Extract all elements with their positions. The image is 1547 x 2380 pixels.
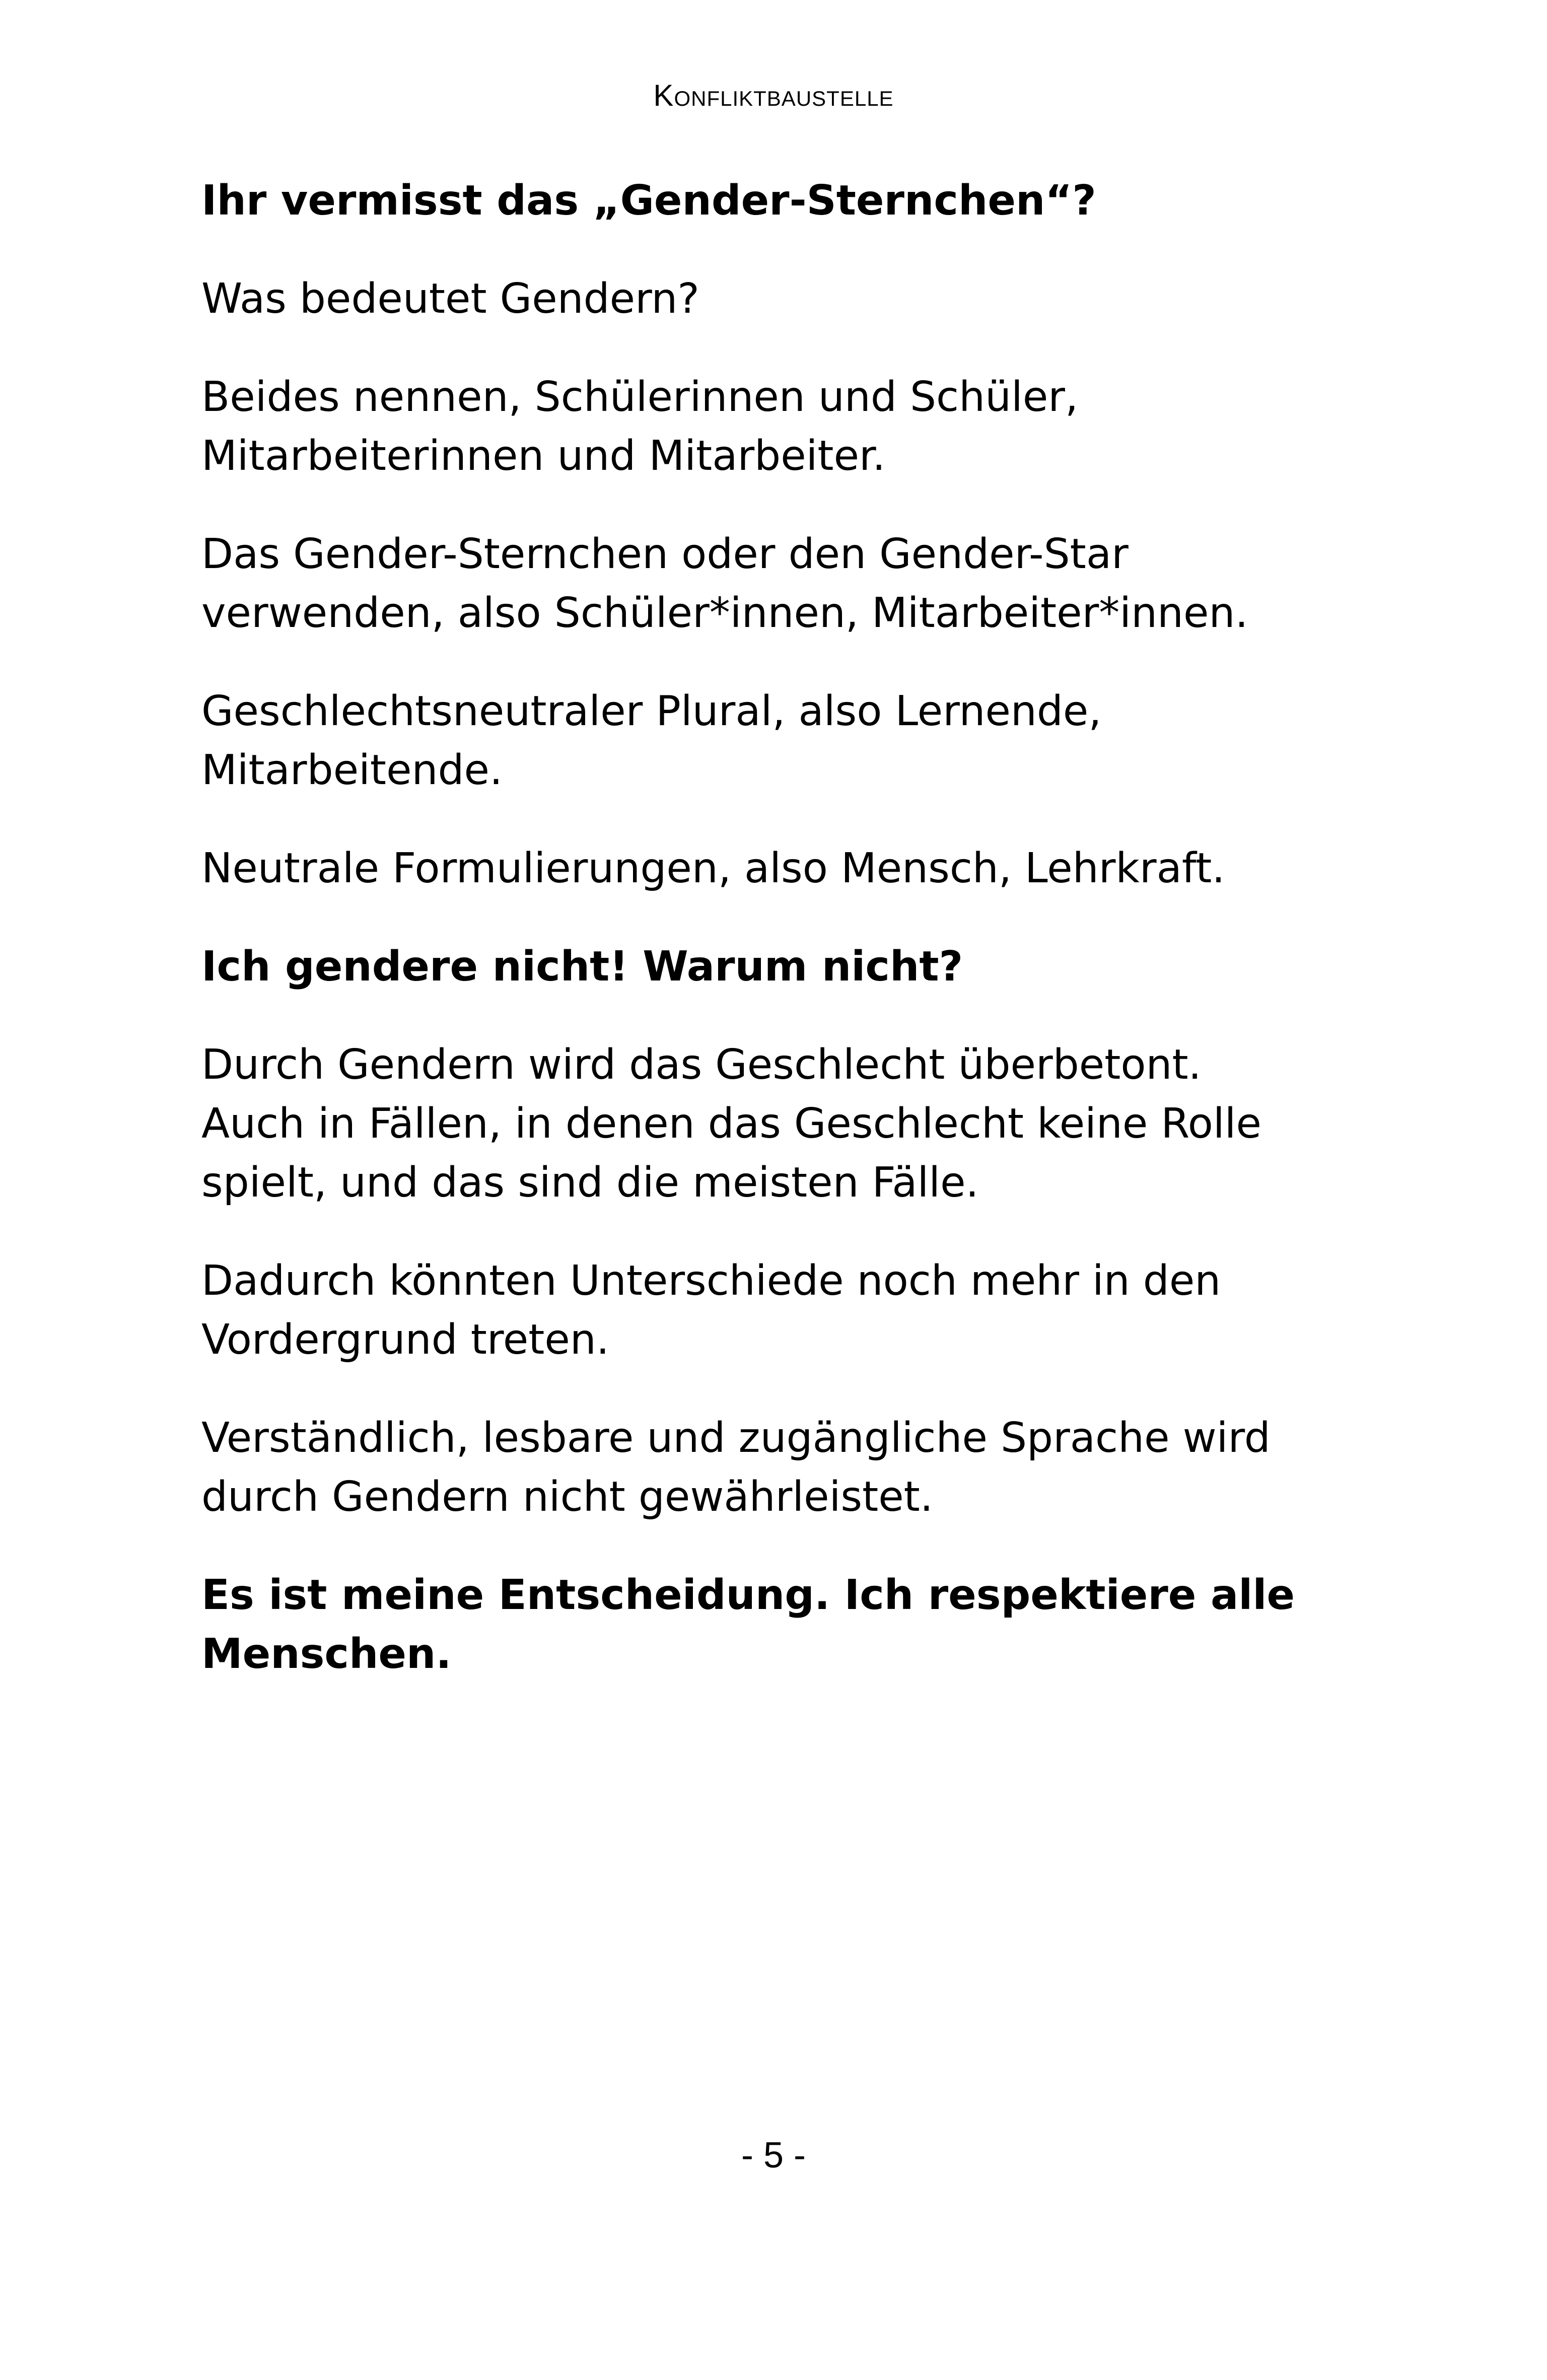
text-line: durch Gendern nicht gewährleistet.	[201, 1473, 933, 1521]
text-line: verwenden, also Schüler*innen, Mitarbeiter*innen.	[201, 589, 1248, 637]
text-line: Mitarbeitende.	[201, 746, 503, 794]
paragraph-overemphasis	[201, 1035, 1319, 1212]
page-content	[201, 171, 1319, 1723]
text-line: Mitarbeiterinnen und Mitarbeiter.	[201, 432, 886, 480]
page-number: - 5 -	[741, 2135, 806, 2176]
text-line: Beides nennen, Schülerinnen und Schüler,	[201, 373, 1079, 421]
text-line: Menschen.	[201, 1630, 452, 1678]
paragraph-name-both	[201, 368, 1319, 485]
text-line: Auch in Fällen, in denen das Geschlecht keine Rolle	[201, 1100, 1261, 1148]
text-line: Verständlich, lesbare und zugängliche Sprache wird	[201, 1414, 1271, 1462]
paragraph-neutral-wording: Neutrale Formulierungen, also Mensch, Lehrkraft.	[201, 845, 1225, 892]
heading-gender-star: Ihr vermisst das „Gender-Sternchen“?	[201, 177, 1096, 225]
paragraph-accessibility	[201, 1409, 1319, 1526]
paragraph-differences	[201, 1251, 1319, 1369]
text-line: spielt, und das sind die meisten Fälle.	[201, 1159, 979, 1207]
running-title: Konfliktbaustelle	[653, 79, 894, 112]
paragraph-neutral-plural	[201, 682, 1319, 800]
heading-why-not: Ich gendere nicht! Warum nicht?	[201, 943, 963, 991]
text-line: Das Gender-Sternchen oder den Gender-Star	[201, 530, 1129, 578]
text-line: Dadurch könnten Unterschiede noch mehr in den	[201, 1257, 1221, 1305]
paragraph-gender-star-usage	[201, 525, 1319, 643]
text-line: Geschlechtsneutraler Plural, also Lernende,	[201, 687, 1102, 735]
closing-statement	[201, 1566, 1319, 1684]
text-line: Es ist meine Entscheidung. Ich respektiere alle	[201, 1571, 1295, 1619]
paragraph-what-is-gendering: Was bedeutet Gendern?	[201, 275, 699, 323]
text-line: Durch Gendern wird das Geschlecht überbetont.	[201, 1041, 1202, 1089]
text-line: Vordergrund treten.	[201, 1316, 609, 1364]
